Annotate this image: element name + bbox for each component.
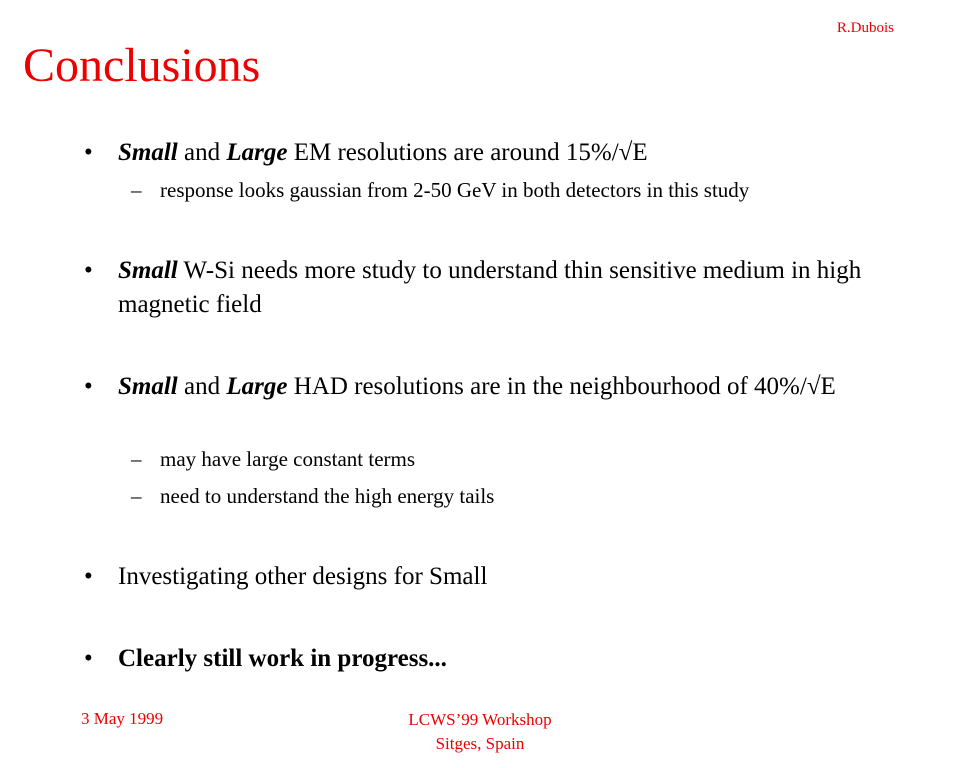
sub-bullet-text: response looks gaussian from 2-50 GeV in both detectors in this study: [160, 178, 750, 202]
bullet-item: [84, 642, 864, 676]
footer-event-location: Sitges, Spain: [435, 734, 525, 753]
keyword-small: Small: [118, 257, 178, 284]
bullet-text: [118, 136, 864, 170]
bullet-marker: •: [84, 645, 93, 672]
footer-date: 3 May 1999: [81, 709, 164, 728]
connector-text: and: [177, 373, 227, 400]
connector-text: and: [177, 139, 227, 166]
slide-title: Conclusions: [23, 39, 261, 92]
sub-bullet-text: need to understand the high energy tails: [160, 484, 495, 508]
bullet-body-text: HAD resolutions are in the neighbourhood of 40%/√E: [287, 373, 836, 400]
keyword-small: Small: [118, 373, 178, 400]
dash-marker: –: [131, 447, 142, 471]
bullet-marker: •: [84, 563, 93, 590]
author-label: R.Dubois: [836, 20, 894, 36]
keyword-small: Small: [118, 139, 178, 166]
bullet-marker: •: [84, 139, 93, 166]
bullet-item: [84, 370, 864, 404]
bullet-marker: •: [84, 373, 93, 400]
sub-bullet-item: [131, 481, 891, 511]
bullet-item: [84, 560, 864, 594]
bullet-body-text: EM resolutions are around 15%/√E: [287, 139, 648, 166]
bullet-item: [84, 254, 864, 322]
dash-marker: –: [131, 484, 142, 508]
sub-bullet-text: may have large constant terms: [160, 447, 416, 471]
dash-marker: –: [131, 178, 142, 202]
footer-event-name: LCWS’99 Workshop: [408, 710, 552, 729]
bullet-body-text: W-Si needs more study to understand thin sensitive medium in high magnetic field: [118, 257, 862, 318]
sub-bullet-item: [131, 175, 891, 205]
footer-event: [380, 708, 580, 756]
keyword-large: Large: [226, 373, 288, 400]
bullet-marker: •: [84, 257, 93, 284]
bullet-item: [84, 136, 864, 170]
bullet-text: [118, 254, 864, 322]
bullet-text: Clearly still work in progress...: [118, 645, 447, 672]
sub-bullet-item: [131, 444, 891, 474]
bullet-text: [118, 370, 864, 404]
keyword-large: Large: [226, 139, 288, 166]
bullet-text: Investigating other designs for Small: [118, 563, 488, 590]
